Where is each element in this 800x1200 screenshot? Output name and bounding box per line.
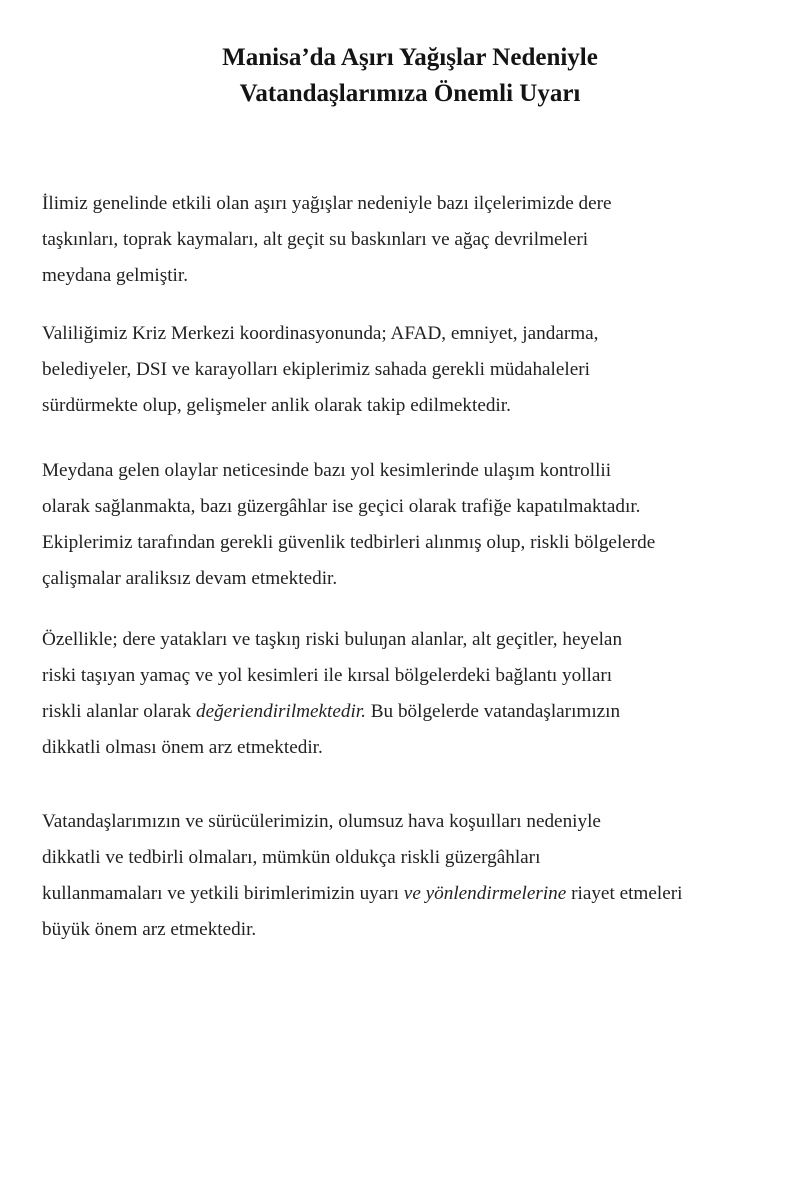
italic-text: ve yönlendirmelerine	[403, 883, 567, 904]
paragraph-2	[42, 316, 762, 424]
title-line-2: Vatandaşlarımıza Önemli Uyarı	[239, 80, 581, 107]
paragraph-line: sürdürmekte olup, gelişmeler anlik olarak takip edilmektedir.	[42, 395, 511, 416]
paragraph-line: olarak sağlanmakta, bazı güzergâhlar ise geçici olarak trafiğe kapatılmaktadır.	[42, 496, 641, 517]
paragraph-line: İlimiz genelinde etkili olan aşırı yağışlar nedeniyle bazı ilçelerimizde dere	[42, 193, 612, 214]
paragraph-line: riski taşıyan yamaç ve yol kesimleri ile kırsal bölgelerdeki bağlantı yolları	[42, 665, 613, 686]
paragraph-line: meydana gelmiştir.	[42, 265, 189, 286]
paragraph-line: Meydana gelen olaylar neticesinde bazı yol kesimlerinde ulaşım kontrollii	[42, 460, 612, 481]
paragraph-4	[42, 622, 762, 766]
paragraph-line: çalişmalar araliksız devam etmektedir.	[42, 568, 338, 589]
paragraph-line: Ekiplerimiz tarafından gerekli güvenlik tedbirleri alınmış olup, riskli bölgelerde	[42, 532, 656, 553]
document-title	[110, 40, 710, 112]
paragraph-line: taşkınları, toprak kaymaları, alt geçit su baskınları ve ağaç devrilmeleri	[42, 229, 589, 250]
paragraph-line: Vatandaşlarımızın ve sürücülerimizin, olumsuz hava koşuılları nedeniyle	[42, 811, 601, 832]
paragraph-line: dikkatli olması önem arz etmektedir.	[42, 737, 323, 758]
paragraph-line: dikkatli ve tedbirli olmaları, mümkün oldukça riskli güzergâhları	[42, 847, 541, 868]
paragraph-text: kullanmamaları ve yetkili birimlerimizin uyarı	[42, 883, 404, 904]
paragraph-line: Özellikle; dere yatakları ve taşkıŋ riski buluŋan alanlar, alt geçitler, heyelan	[42, 629, 623, 650]
paragraph-text: riskli alanlar olarak	[42, 701, 196, 722]
paragraph-3	[42, 453, 762, 597]
italic-text: değeriendirilmektedir.	[195, 701, 366, 722]
paragraph-line: belediyeler, DSI ve karayolları ekiplerimiz sahada gerekli müdahaleleri	[42, 359, 590, 380]
paragraph-5	[42, 804, 762, 948]
paragraph-line: büyük önem arz etmektedir.	[42, 919, 257, 940]
paragraph-1	[42, 186, 762, 294]
paragraph-line-mixed	[42, 694, 762, 730]
paragraph-line-mixed	[42, 876, 762, 912]
title-line-1: Manisa’da Aşırı Yağışlar Nedeniyle	[222, 44, 598, 71]
paragraph-text: riayet etmeleri	[566, 883, 683, 904]
paragraph-text: Bu bölgelerde vatandaşlarımızın	[365, 701, 621, 722]
paragraph-line: Valiliğimiz Kriz Merkezi koordinasyonunda; AFAD, emniyet, jandarma,	[42, 323, 599, 344]
